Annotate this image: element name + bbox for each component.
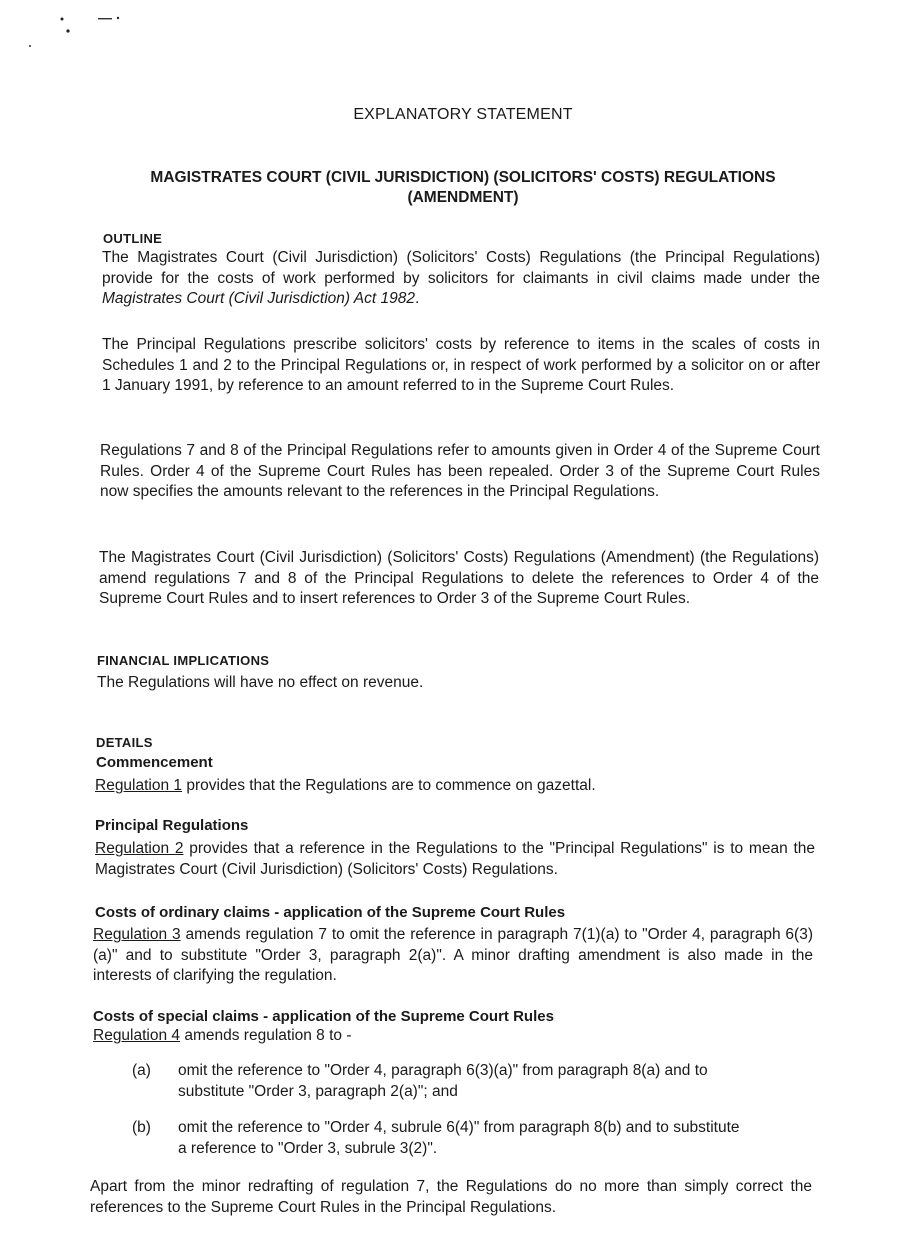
financial-text: The Regulations will have no effect on revenue. [97, 674, 424, 691]
principal-regulations-paragraph [95, 839, 815, 880]
document-title [110, 168, 816, 208]
commencement-heading: Commencement [96, 754, 213, 771]
closing-paragraph: Apart from the minor redrafting of regulation 7, the Regulations do no more than simply correct the references to the Supreme Court Rules in the Principal Regulations. [90, 1178, 812, 1216]
special-claims-heading: Costs of special claims - application of the Supreme Court Rules [93, 1008, 554, 1025]
list-item-label: (a) [132, 1062, 151, 1079]
regulation-3-ref: Regulation 3 [93, 926, 181, 943]
list-item-text: omit the reference to "Order 4, subrule 6(4)" from paragraph 8(b) and to substitute a reference to "Order 3, subrule 3(2)". [178, 1119, 740, 1157]
ordinary-claims-heading: Costs of ordinary claims - application of the Supreme Court Rules [95, 904, 566, 921]
document-title-line2: (AMENDMENT) [407, 189, 519, 206]
act-title: Magistrates Court (Civil Jurisdiction) Act 1982 [102, 290, 415, 307]
outline-paragraph-3: Regulations 7 and 8 of the Principal Regulations refer to amounts given in Order 4 of the Supreme Court Rules. Order 4 of the Supreme Court Rules has been repealed. Order 3 of the Supreme Court Rules now specifies the amounts relevant to the references in the Principal Regulations. [100, 442, 820, 500]
principal-regulations-heading: Principal Regulations [95, 817, 249, 834]
regulation-2-ref: Regulation 2 [95, 840, 184, 857]
special-claims-text: amends regulation 8 to - [180, 1027, 352, 1044]
document-title-line1: MAGISTRATES COURT (CIVIL JURISDICTION) (SOLICITORS' COSTS) REGULATIONS [150, 169, 776, 186]
list-item-label: (b) [132, 1119, 151, 1136]
ordinary-claims-text: amends regulation 7 to omit the reference in paragraph 7(1)(a) to "Order 4, paragraph 6(3)(a)" and to substitute "Order 3, paragraph 2(a)". A minor drafting amendment is also made in the interests of clarifying the regulation. [93, 926, 813, 984]
outline-p1-end: . [414, 290, 420, 307]
outline-p1-text: The Magistrates Court (Civil Jurisdiction) (Solicitors' Costs) Regulations (the Principal Regulations) provide for the costs of work performed by solicitors for claimants in civil claims made under the [102, 249, 820, 287]
regulation-1-ref: Regulation 1 [95, 777, 183, 794]
statement-label: EXPLANATORY STATEMENT [353, 106, 573, 123]
ordinary-claims-paragraph [93, 925, 813, 987]
outline-paragraph-1 [102, 248, 820, 310]
outline-paragraph-4: The Magistrates Court (Civil Jurisdiction) (Solicitors' Costs) Regulations (Amendment) (the Regulations) amend regulations 7 and 8 of the Principal Regulations to delete the references to Order 4 of the Supreme Court Rules and to insert references to Order 3 of the Supreme Court Rules. [99, 549, 819, 607]
special-claims-paragraph [93, 1026, 813, 1047]
financial-heading: FINANCIAL IMPLICATIONS [97, 653, 270, 668]
commencement-paragraph [95, 776, 815, 797]
regulation-4-ref: Regulation 4 [93, 1027, 181, 1044]
principal-regulations-text: provides that a reference in the Regulations to the "Principal Regulations" is to mean the Magistrates Court (Civil Jurisdiction) (Solicitors' Costs) Regulations. [95, 840, 815, 878]
outline-heading: OUTLINE [103, 231, 163, 246]
list-item-text: omit the reference to "Order 4, paragraph 6(3)(a)" from paragraph 8(a) and to substitute "Order 3, paragraph 2(a)"; and [178, 1062, 708, 1100]
outline-paragraph-2: The Principal Regulations prescribe solicitors' costs by reference to items in the scales of costs in Schedules 1 and 2 to the Principal Regulations or, in respect of work performed by a solicitor on or after 1 January 1991, by reference to an amount referred to in the Supreme Court Rules. [102, 336, 820, 394]
details-heading: DETAILS [96, 735, 153, 750]
commencement-text: provides that the Regulations are to commence on gazettal. [182, 777, 596, 794]
